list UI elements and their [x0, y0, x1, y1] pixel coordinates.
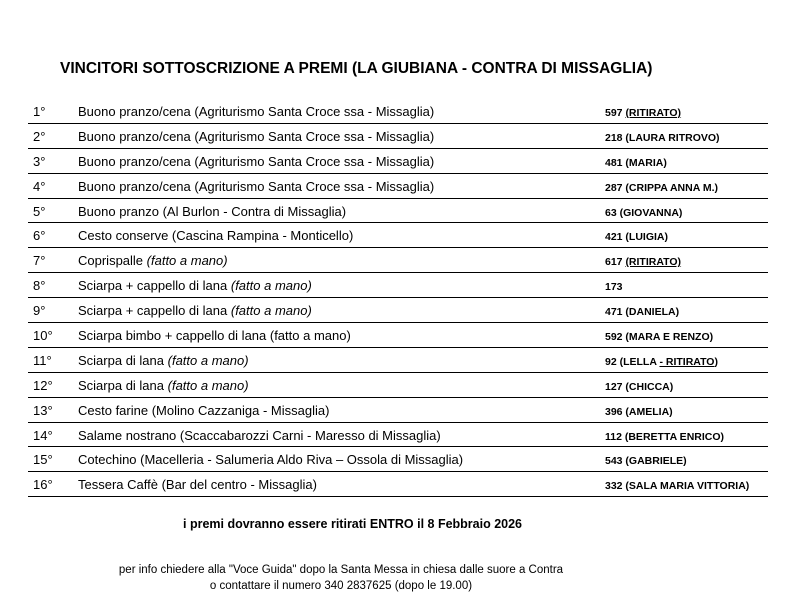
prize-note: (fatto a mano): [167, 352, 249, 368]
winners-table: [28, 99, 768, 497]
table-row: [28, 248, 768, 273]
prize-description: [78, 179, 434, 194]
table-row: [28, 423, 768, 448]
prize-text: Coprispalle: [78, 253, 147, 269]
winning-ticket: [605, 231, 668, 243]
prize-text: Tessera Caffè (Bar del centro - Missaglia): [78, 477, 317, 493]
table-row: [28, 348, 768, 373]
prize-text: Salame nostrano (Scaccabarozzi Carni - Maresso di Missaglia): [78, 427, 441, 443]
prize-position: 1°: [33, 104, 46, 119]
prize-position: 5°: [33, 203, 46, 219]
prize-description: [78, 328, 351, 343]
table-row: [28, 323, 768, 348]
table-row: [28, 223, 768, 248]
winning-ticket: [605, 331, 713, 343]
winning-ticket: [605, 381, 673, 393]
prize-description: [78, 104, 434, 119]
ticket-number: 332 (SALA MARIA VITTORIA): [605, 480, 750, 493]
prize-note: (fatto a mano): [146, 253, 228, 269]
winning-ticket: [605, 480, 749, 492]
ticket-number: 92 (LELLA: [605, 355, 660, 368]
winning-ticket: [605, 132, 720, 144]
prize-text: Cesto farine (Molino Cazzaniga - Missaglia): [78, 402, 330, 418]
ticket-number: 173: [605, 281, 623, 294]
winning-ticket: [605, 182, 718, 194]
ticket-number: 481 (MARIA): [605, 156, 667, 169]
winning-ticket: [605, 207, 682, 219]
winning-ticket: [605, 306, 679, 318]
prize-description: [78, 154, 434, 169]
ticket-number: 396 (AMELIA): [605, 405, 673, 418]
prize-note: (fatto a mano): [230, 278, 312, 294]
prize-position: 10°: [33, 328, 53, 344]
table-row: [28, 298, 768, 323]
table-row: [28, 174, 768, 199]
prize-description: [78, 378, 249, 393]
prize-position: 16°: [33, 477, 53, 493]
prize-description: [78, 452, 463, 467]
info-line-2: o contattare il numero 340 2837625 (dopo le 19.00): [209, 580, 473, 592]
winning-ticket: [605, 455, 687, 467]
prize-description: [78, 303, 312, 318]
prize-text: Sciarpa bimbo + cappello di lana (fatto a mano): [78, 328, 351, 344]
winning-ticket: [605, 256, 681, 268]
prize-text: Buono pranzo/cena (Agriturismo Santa Croce ssa - Missaglia): [78, 178, 435, 194]
table-row: [28, 447, 768, 472]
table-row: [28, 472, 768, 497]
winning-ticket: [605, 406, 673, 418]
ticket-number: 218 (LAURA RITROVO): [605, 131, 720, 144]
prize-position: 8°: [33, 278, 46, 294]
prize-position: 14°: [33, 427, 53, 443]
prize-position: 12°: [33, 377, 53, 393]
table-row: [28, 99, 768, 124]
winning-ticket: [605, 281, 623, 293]
prize-text: Sciarpa + cappello di lana: [78, 303, 231, 319]
ticket-number: 471 (DANIELA): [605, 306, 680, 319]
collected-status: (RITIRATO): [625, 256, 682, 269]
prize-description: [78, 253, 228, 268]
ticket-number: 543 (GABRIELE): [605, 455, 687, 468]
prize-text: Sciarpa di lana: [78, 377, 168, 393]
collected-status: (RITIRATO): [625, 107, 682, 119]
prize-position: 3°: [33, 153, 46, 169]
table-row: [28, 199, 768, 224]
prize-text: Sciarpa di lana: [78, 352, 168, 368]
ticket-number: 592 (MARA E RENZO): [605, 331, 714, 344]
prize-description: [78, 129, 434, 144]
prize-text: Cesto conserve (Cascina Rampina - Monticello): [78, 228, 354, 244]
table-row: [28, 398, 768, 423]
table-row: [28, 124, 768, 149]
prize-description: [78, 278, 312, 293]
prize-note: (fatto a mano): [167, 377, 249, 393]
table-row: [28, 373, 768, 398]
prize-description: [78, 204, 346, 219]
prize-text: Buono pranzo (Al Burlon - Contra di Missaglia): [78, 203, 347, 219]
ticket-number: 63 (GIOVANNA): [605, 206, 683, 219]
ticket-number: 617: [605, 256, 626, 269]
prize-text: Cotechino (Macelleria - Salumeria Aldo Riva – Ossola di Missaglia): [78, 452, 464, 468]
prize-position: 2°: [33, 128, 46, 144]
prize-description: [78, 403, 329, 418]
prize-description: [78, 228, 353, 243]
prize-note: (fatto a mano): [230, 303, 312, 319]
collected-status: - RITIRATO: [659, 355, 715, 368]
prize-text: Buono pranzo/cena (Agriturismo Santa Croce ssa - Missaglia): [78, 153, 435, 169]
winning-ticket: [605, 356, 718, 368]
ticket-number: 112 (BERETTA ENRICO): [605, 430, 725, 443]
ticket-number: 421 (LUIGIA): [605, 231, 669, 244]
deadline-notice: i premi dovranno essere ritirati ENTRO il 8 Febbraio 2026: [183, 517, 523, 531]
prize-position: 11°: [33, 352, 52, 368]
prize-text: Sciarpa + cappello di lana: [78, 278, 231, 294]
prize-position: 13°: [33, 402, 53, 418]
table-row: [28, 149, 768, 174]
ticket-number: 287 (CRIPPA ANNA M.): [605, 181, 718, 194]
prize-description: [78, 353, 249, 368]
page-title: VINCITORI SOTTOSCRIZIONE A PREMI (LA GIUBIANA - CONTRA DI MISSAGLIA): [60, 60, 653, 77]
info-line-1: per info chiedere alla "Voce Guida" dopo la Santa Messa in chiesa dalle suore a Contra: [118, 564, 564, 576]
prize-position: 7°: [33, 253, 46, 269]
ticket-number: 127 (CHICCA): [605, 380, 674, 393]
ticket-number: 597: [605, 107, 626, 119]
table-row: [28, 273, 768, 298]
prize-text: Buono pranzo/cena (Agriturismo Santa Croce ssa - Missaglia): [78, 128, 435, 144]
prize-text: Buono pranzo/cena (Agriturismo Santa Croce ssa - Missaglia): [78, 104, 435, 119]
winning-ticket: [605, 107, 681, 119]
prize-position: 9°: [33, 303, 46, 319]
prize-position: 6°: [33, 228, 46, 244]
prize-position: 15°: [33, 452, 53, 468]
ticket-suffix: ): [714, 355, 718, 368]
prize-position: 4°: [33, 178, 46, 194]
prize-description: [78, 428, 441, 443]
winning-ticket: [605, 157, 667, 169]
prize-description: [78, 477, 317, 492]
winning-ticket: [605, 431, 724, 443]
